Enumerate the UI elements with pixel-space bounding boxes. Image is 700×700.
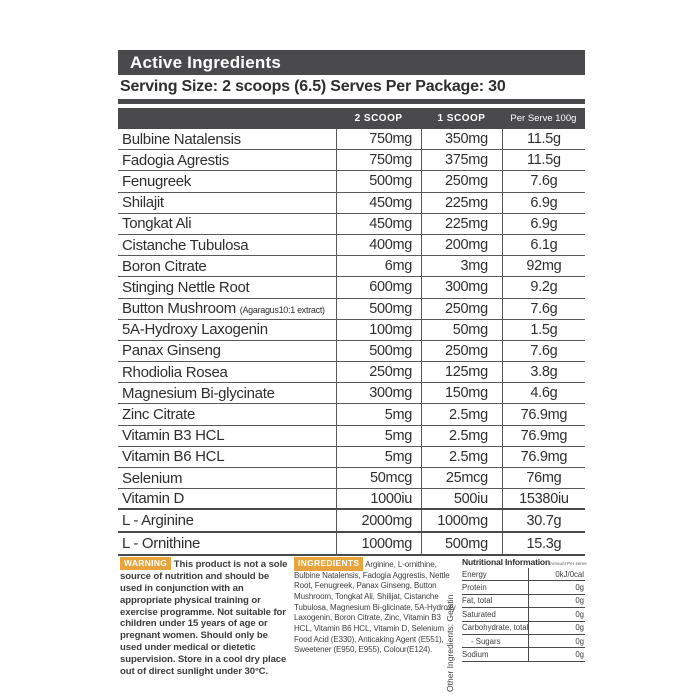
value-1-scoop: 500iu — [421, 489, 502, 508]
ingredients-column — [294, 557, 460, 656]
other-ingredients-vertical-text: Other Ingredients: Gelatin — [445, 594, 455, 692]
nutrition-panel — [462, 557, 585, 662]
value-2-scoop: 750mg — [336, 150, 421, 170]
nutrition-table-body — [462, 568, 585, 662]
ingredient-name: Fenugreek — [122, 172, 192, 190]
value-2-scoop: 100mg — [336, 320, 421, 340]
ingredients-badge: INGREDIENTS — [294, 557, 363, 571]
value-1-scoop: 350mg — [421, 129, 502, 149]
nutrition-title: Nutritional Information — [462, 557, 551, 567]
value-per-serve: 9.2g — [502, 277, 585, 297]
nutrition-row — [462, 608, 585, 621]
value-1-scoop: 500mg — [421, 533, 502, 554]
value-1-scoop: 225mg — [421, 214, 502, 234]
value-1-scoop: 250mg — [421, 299, 502, 319]
nutrition-header — [462, 557, 585, 568]
table-header-row — [118, 108, 585, 129]
ingredients-list-text: Arginine, L-ornithine, Bulbine Natalensis, Fadogia Aggrestis, Nettle Root, Fenugreek, Panax Ginseng, Button Mushroom, Tongkat Ali, Shilijat, Cistanche Tubulosa, Magnesium Bi-glicinate, 5A-Hydroxy Laxogenin, Boron Citrate, Zinc, Vitamin B3 HCL, Vitamin B6 HCL, Vitamin D, Selenium Food Acid (E330), Anticaking Agent (E551), Sweetener (E950, E955), Colour(E124). — [294, 560, 456, 655]
value-1-scoop: 2.5mg — [421, 447, 502, 467]
value-1-scoop: 150mg — [421, 383, 502, 403]
value-2-scoop: 600mg — [336, 277, 421, 297]
table-row — [118, 362, 585, 383]
value-per-serve: 76mg — [502, 468, 585, 488]
supplement-label — [118, 50, 585, 556]
ingredient-name: Boron Citrate — [122, 257, 207, 275]
value-1-scoop: 125mg — [421, 362, 502, 382]
value-1-scoop: 225mg — [421, 193, 502, 213]
value-2-scoop: 5mg — [336, 404, 421, 424]
value-per-serve: 6.1g — [502, 235, 585, 255]
value-1-scoop: 25mcg — [421, 468, 502, 488]
value-2-scoop: 1000iu — [336, 489, 421, 508]
ingredient-name: Panax Ginseng — [122, 342, 221, 360]
ingredient-name: Tongkat Ali — [122, 215, 192, 233]
footer-section — [118, 557, 585, 695]
table-row — [118, 341, 585, 362]
value-1-scoop: 250mg — [421, 341, 502, 361]
value-2-scoop: 750mg — [336, 129, 421, 149]
ingredient-name: Zinc Citrate — [122, 406, 196, 424]
value-2-scoop: 250mg — [336, 362, 421, 382]
ingredients-table-body — [118, 129, 585, 556]
divider-rule — [118, 99, 585, 104]
value-2-scoop: 450mg — [336, 214, 421, 234]
value-per-serve: 7.6g — [502, 171, 585, 191]
ingredient-name: Vitamin D — [122, 490, 185, 508]
ingredient-name: Selenium — [122, 469, 183, 487]
nutrition-value: 0g — [528, 648, 585, 660]
ingredient-note: (Agaragus10:1 extract) — [239, 305, 325, 316]
table-row — [118, 383, 585, 404]
value-per-serve: 3.8g — [502, 362, 585, 382]
nutrition-label: Protein — [462, 583, 487, 593]
value-1-scoop: 3mg — [421, 256, 502, 276]
value-per-serve: 6.9g — [502, 214, 585, 234]
ingredient-name: Shilajit — [122, 194, 164, 212]
table-row — [118, 256, 585, 277]
active-ingredients-title: Active Ingredients — [130, 52, 281, 72]
value-1-scoop: 375mg — [421, 150, 502, 170]
ingredient-name: L - Arginine — [122, 512, 194, 530]
value-2-scoop: 500mg — [336, 299, 421, 319]
ingredient-name: Vitamin B6 HCL — [122, 448, 225, 466]
nutrition-label: - Sugars — [471, 636, 501, 646]
value-2-scoop: 1000mg — [336, 533, 421, 554]
table-row — [118, 447, 585, 468]
nutrition-value: 0g — [528, 608, 585, 620]
table-row — [118, 150, 585, 171]
value-per-serve: 30.7g — [502, 510, 585, 531]
column-header-2-scoop: 2 SCOOP — [354, 113, 403, 124]
value-2-scoop: 450mg — [336, 193, 421, 213]
value-per-serve: 15380iu — [502, 489, 585, 508]
value-1-scoop: 250mg — [421, 171, 502, 191]
table-row — [118, 193, 585, 214]
value-2-scoop: 500mg — [336, 341, 421, 361]
value-per-serve: 11.5g — [502, 150, 585, 170]
value-per-serve: 76.9mg — [502, 404, 585, 424]
ingredient-name: Fadogia Agrestis — [122, 151, 229, 169]
table-row — [118, 235, 585, 256]
ingredient-name: L - Ornithine — [122, 535, 201, 553]
column-header-per-serve: Per Serve 100g — [510, 113, 577, 124]
nutrition-row — [462, 648, 585, 661]
nutrition-value: 0g — [528, 622, 585, 634]
table-row — [118, 277, 585, 298]
table-row — [118, 510, 585, 533]
value-2-scoop: 2000mg — [336, 510, 421, 531]
table-row — [118, 214, 585, 235]
nutrition-row — [462, 595, 585, 608]
table-row — [118, 404, 585, 425]
table-row — [118, 129, 585, 150]
value-2-scoop: 5mg — [336, 447, 421, 467]
ingredient-name: Magnesium Bi-glycinate — [122, 384, 275, 402]
value-per-serve: 11.5g — [502, 129, 585, 149]
nutrition-value: 0g — [528, 635, 585, 647]
value-1-scoop: 1000mg — [421, 510, 502, 531]
value-per-serve: 6.9g — [502, 193, 585, 213]
value-2-scoop: 500mg — [336, 171, 421, 191]
ingredient-name: Cistanche Tubulosa — [122, 236, 249, 254]
value-per-serve: 92mg — [502, 256, 585, 276]
ingredient-name: Rhodiolia Rosea — [122, 363, 228, 381]
value-1-scoop: 200mg — [421, 235, 502, 255]
nutrition-label: Saturated — [462, 609, 496, 619]
nutrition-row — [462, 568, 585, 581]
table-row — [118, 299, 585, 320]
value-2-scoop: 50mcg — [336, 468, 421, 488]
nutrition-value: 0g — [528, 581, 585, 593]
nutrition-label: Sodium — [462, 650, 489, 660]
value-2-scoop: 300mg — [336, 383, 421, 403]
nutrition-row — [462, 635, 585, 648]
value-2-scoop: 5mg — [336, 426, 421, 446]
nutrition-subtitle: Amount Per serve — [550, 561, 587, 566]
warning-column — [120, 557, 292, 678]
nutrition-row — [462, 581, 585, 594]
value-per-serve: 76.9mg — [502, 447, 585, 467]
value-per-serve: 1.5g — [502, 320, 585, 340]
table-row — [118, 468, 585, 489]
ingredient-name: Bulbine Natalensis — [122, 130, 241, 148]
nutrition-label: Carbohydrate, total — [462, 623, 529, 633]
table-row — [118, 533, 585, 556]
value-1-scoop: 300mg — [421, 277, 502, 297]
nutrition-row — [462, 622, 585, 635]
ingredient-name: Vitamin B3 HCL — [122, 427, 225, 445]
nutrition-value: 0kJ/0cal — [528, 568, 585, 580]
ingredient-name: Stinging Nettle Root — [122, 278, 250, 296]
value-per-serve: 15.3g — [502, 533, 585, 554]
warning-badge: WARNING — [120, 557, 171, 570]
value-per-serve: 76.9mg — [502, 426, 585, 446]
value-per-serve: 4.6g — [502, 383, 585, 403]
table-row — [118, 171, 585, 192]
table-row — [118, 320, 585, 341]
value-2-scoop: 400mg — [336, 235, 421, 255]
nutrition-label: Fat, total — [462, 596, 493, 606]
value-1-scoop: 2.5mg — [421, 404, 502, 424]
table-row — [118, 426, 585, 447]
warning-text: This product is not a sole source of nutrition and should be used in conjunction with an appropriate physical training or exercise programme. Not suitable for children under 15 years of age or pregnant women. Should only be used under medical or dietetic supervision. Store in a cool dry place out of direct sunlight under 30°C. — [120, 559, 288, 678]
nutrition-label: Energy — [462, 569, 487, 579]
value-per-serve: 7.6g — [502, 341, 585, 361]
ingredient-name: Button Mushroom — [122, 300, 236, 318]
ingredient-name: 5A-Hydroxy Laxogenin — [122, 321, 268, 339]
value-2-scoop: 6mg — [336, 256, 421, 276]
value-per-serve: 7.6g — [502, 299, 585, 319]
serving-size-line: Serving Size: 2 scoops (6.5) Serves Per Package: 30 — [120, 78, 506, 95]
value-1-scoop: 50mg — [421, 320, 502, 340]
column-header-1-scoop: 1 SCOOP — [437, 113, 486, 124]
value-1-scoop: 2.5mg — [421, 426, 502, 446]
table-row — [118, 489, 585, 510]
nutrition-value: 0g — [528, 595, 585, 607]
active-ingredients-title-bar — [118, 50, 585, 75]
